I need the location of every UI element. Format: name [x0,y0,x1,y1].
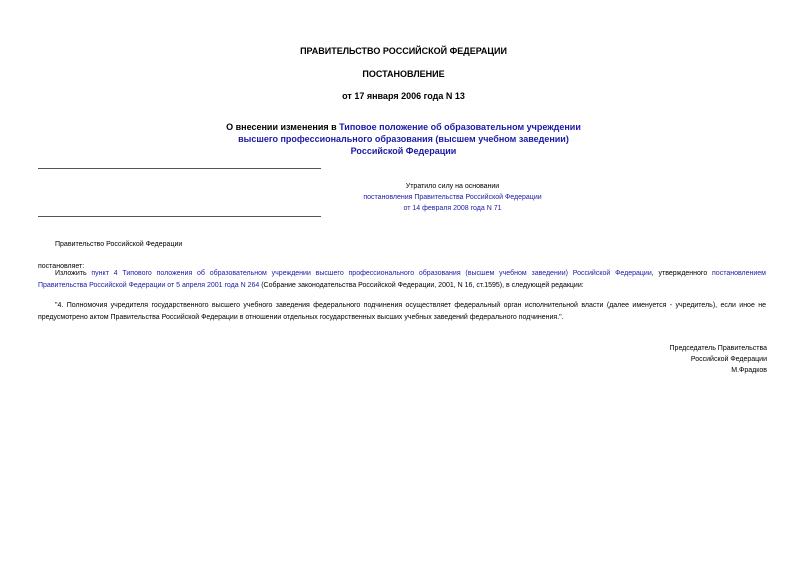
document-title [225,121,582,157]
title-prefix: О внесении изменения в [226,122,340,132]
divider-top [38,168,321,169]
signature-name: М.Фрадков [731,367,767,374]
paragraph-prefix: Изложить [55,270,92,277]
decree-264-link[interactable]: постановлением Правительства Российской Федерации от 5 апреля 2001 года N 264 [38,270,766,289]
repeal-link-decree[interactable]: постановления Правительства Российской Федерации [363,194,542,201]
signature-org: Российской Федерации [690,356,767,363]
government-line: Правительство Российской Федерации [55,241,183,248]
signature-title: Председатель Правительства [669,345,767,352]
repeal-note [240,181,665,214]
repeal-link-date[interactable]: от 14 февраля 2008 года N 71 [403,205,502,212]
quoted-clause: "4. Полномочия учредителя государственного высшего учебного заведения федерального подчинения осуществляет федеральный орган исполнительной власти (далее именуется - учредитель), если иное не предусмотрено актом Правительства Российской Федерации в отношении отдельных государственных высших учебных заведений федерального подчинения.". [38,302,766,321]
document-date-number: от 17 января 2006 года N 13 [342,91,465,101]
decree-word: постановляет: [38,263,85,270]
repeal-line: Утратило силу на основании [405,183,500,190]
government-heading: ПРАВИТЕЛЬСТВО РОССИЙСКОЙ ФЕДЕРАЦИИ [300,46,507,56]
paragraph-mid: , утвержденного [651,270,713,277]
amendment-paragraph [38,268,766,292]
title-link[interactable]: Типовое положение об образовательном учреждении высшего профессионального образования (высшем учебном заведении) Российской Федерации [238,122,581,156]
divider-bottom [38,216,321,217]
paragraph-suffix: (Собрание законодательства Российской Федерации, 2001, N 16, ст.1595), в следующей редакции: [259,282,584,289]
document-type: ПОСТАНОВЛЕНИЕ [362,69,445,79]
signature-block [670,343,767,376]
clause-4-link[interactable]: пункт 4 Типового положения об образовательном учреждении высшего профессионального образования (высшем учебном заведении) Российской Федерации [91,270,652,277]
